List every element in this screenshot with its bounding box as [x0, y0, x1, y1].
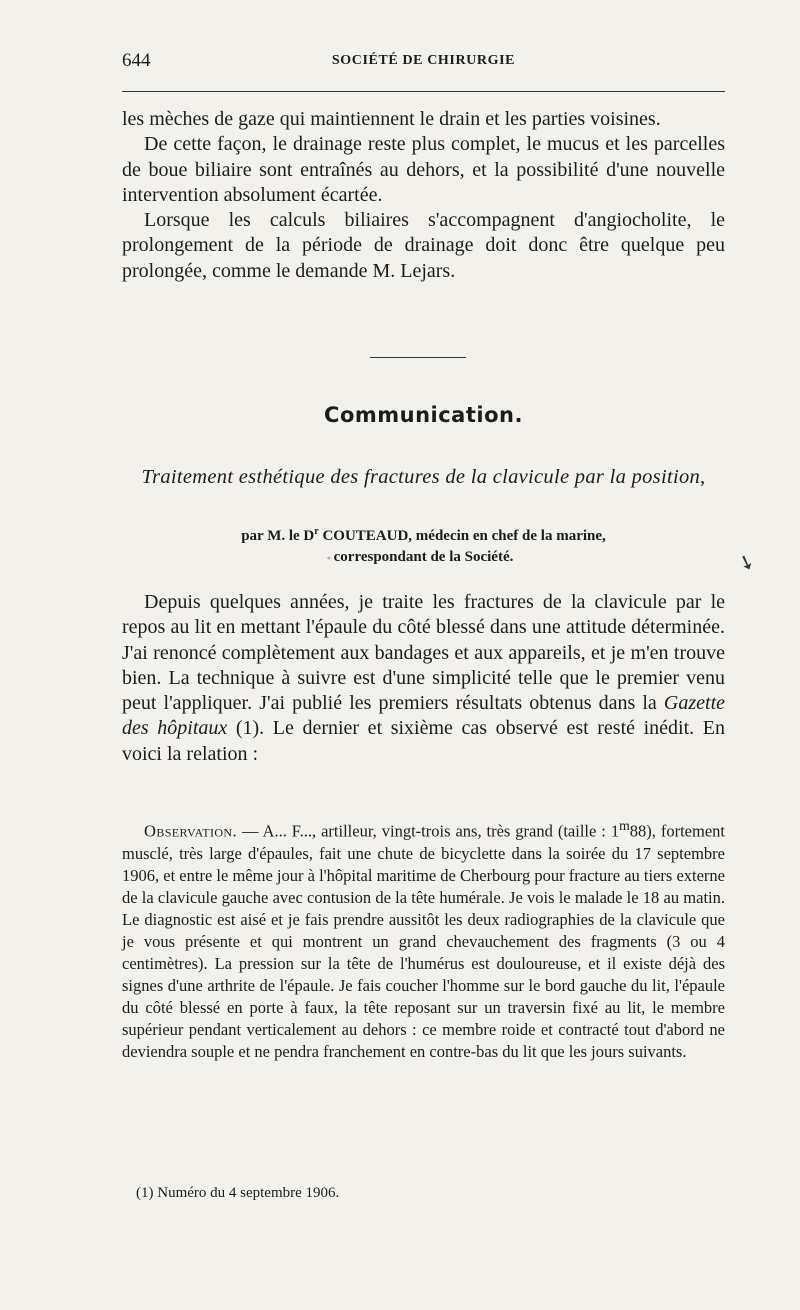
paragraph: les mèches de gaze qui maintiennent le drain et les parties voisines. — [122, 108, 661, 130]
page-header — [122, 50, 725, 74]
asterisk-mark: * — [327, 555, 331, 564]
byline-line-1: par M. le $D^r$ COUTEAUD, médecin en chef de la marine, — [241, 526, 606, 544]
byline-line-2: correspondant de la Société. — [333, 549, 514, 565]
observation-label: Observation. — [144, 821, 238, 841]
paragraph: De cette façon, le drainage reste plus complet, le mucus et les parcelles de boue biliaire sont entraînés au dehors, et la possibilité d'une nouvelle intervention absolument écartée. — [122, 133, 725, 206]
paragraph: Lorsque les calculs biliaires s'accompagnent d'angiocholite, le prolongement de la période de drainage doit donc être quelque peu prolongée, comme le demande M. Lejars. — [122, 209, 725, 282]
continuation-text — [122, 107, 725, 284]
section-divider — [370, 357, 466, 358]
paragraph: Depuis quelques années, je traite les fractures de la clavicule par le repos au lit en mettant l'épaule du côté blessé dans une attitude déterminée. J'ai renoncé complètement aux bandages et aux appareils, et je m'en trouve bien. La technique à suivre est d'une simplicité telle que le premier venu peut l'appliquer. J'ai publié les premiers résultats obtenus dans la Gazette des hôpitaux (1). Le dernier et sixième cas observé est resté inédit. En voici la relation : — [122, 591, 725, 765]
main-text — [122, 590, 725, 767]
footnote: (1) Numéro du 4 septembre 1906. — [136, 1185, 340, 1201]
observation-paragraph: Observation. — A... F..., artilleur, vingt-trois ans, très grand (taille : 1$^m$88), fortement musclé, très large d'épaules, fait une chute de bicyclette dans la soirée du 17 septembre 1906, et entre le même jour à l'hôpital maritime de Cherbourg pour fracture au tiers externe de la clavicule gauche avec contusion de la tête humérale. Je vois le malade le 18 au matin. Le diagnostic est aisé et je fais prendre aussitôt les deux radiographies de la clavicule que je vous présente et qui montrent un grand chevauchement des fragments (3 ou 4 centimètres). La pression sur la tête de l'humérus est douloureuse, et il existe déjà des signes d'une arthrite de l'épaule. Je fais coucher l'homme sur le bord gauche du lit, l'épaule du côté blessé en porte à faux, la tête reposant sur un traversin fixé au lit, le membre supérieur pendant verticalement au dehors : ce membre roide et contracté tout d'abord ne deviendra souple et ne pendra franchement en contre-bas du lit que les jours suivants. — [122, 818, 725, 1062]
journal-title: Gazette des hôpitaux — [122, 692, 725, 740]
page-number: 644 — [122, 50, 151, 71]
byline — [122, 521, 725, 568]
header-rule — [122, 91, 725, 92]
article-title: Traitement esthétique des fractures de la clavicule par la position, — [141, 466, 706, 488]
section-title: Communication. — [324, 403, 523, 427]
margin-mark-icon: ➘ — [734, 549, 758, 577]
running-head: SOCIÉTÉ DE CHIRURGIE — [331, 53, 516, 68]
observation-text — [122, 815, 725, 1064]
